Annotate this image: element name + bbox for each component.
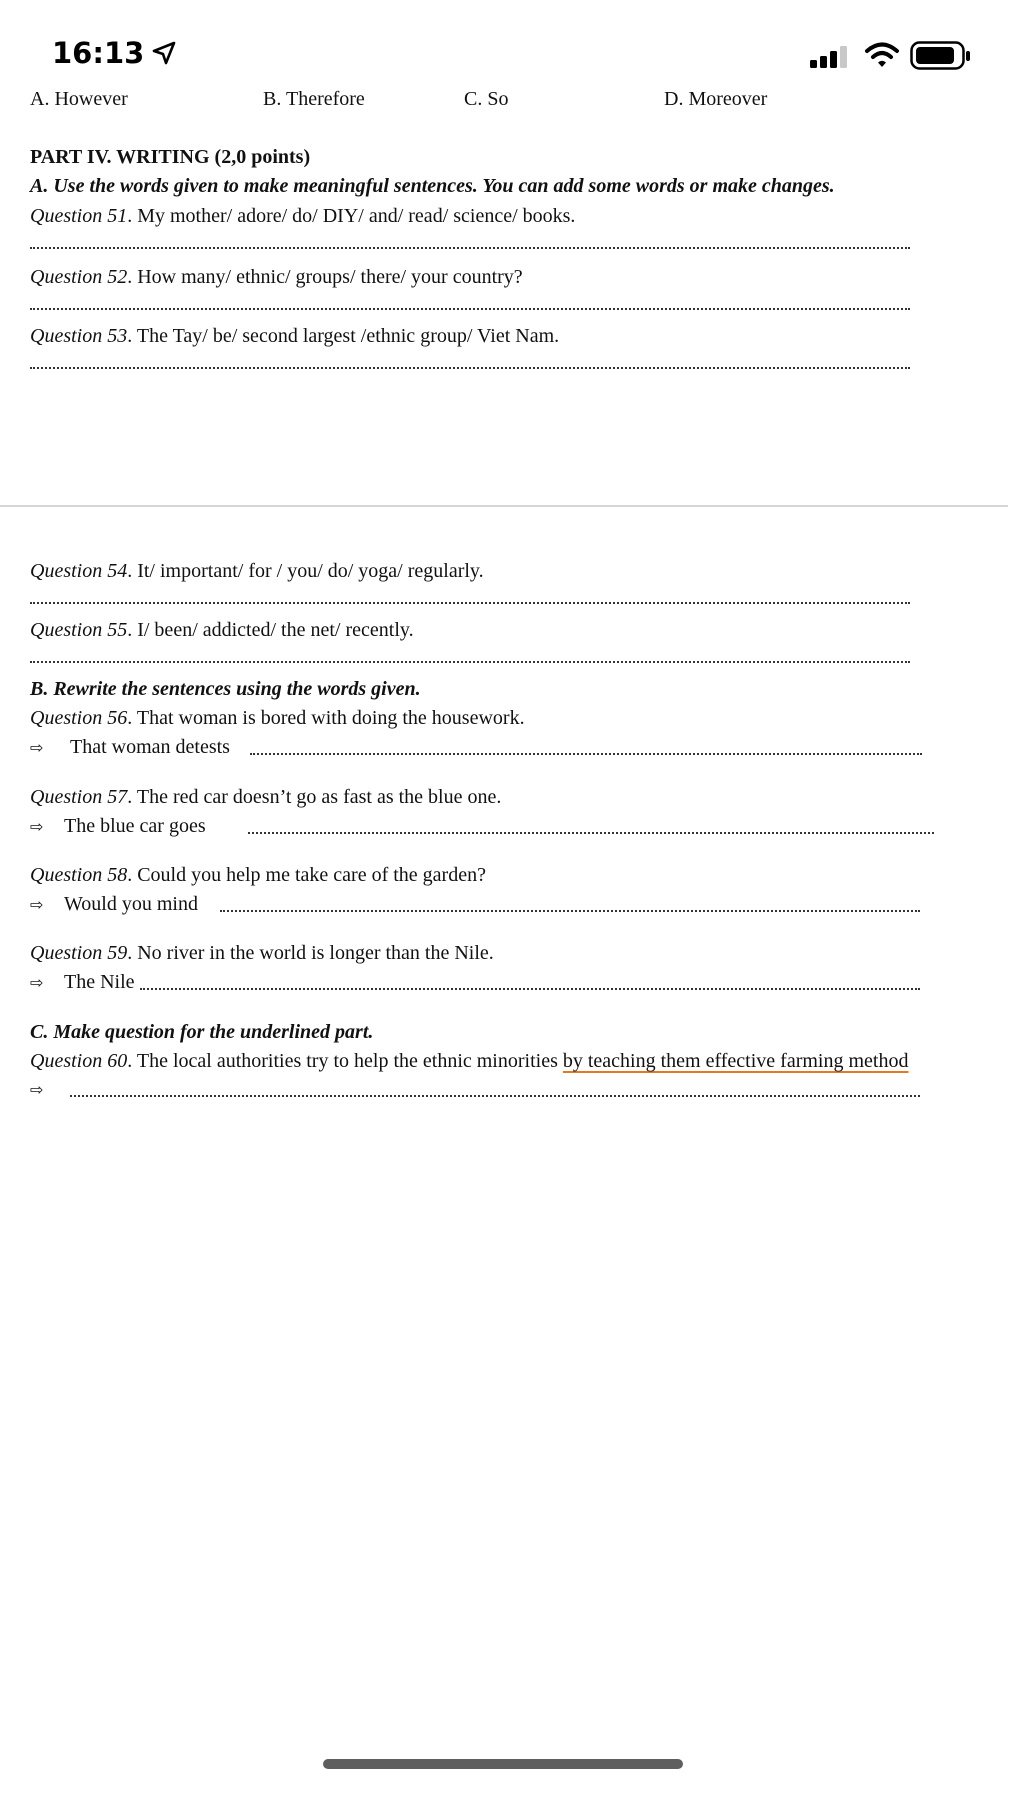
question-text: . Could you help me take care of the garden? xyxy=(127,864,486,886)
question-51 xyxy=(30,205,575,228)
answer-58 xyxy=(30,893,198,916)
question-label: Question 57 xyxy=(30,786,128,808)
question-52 xyxy=(30,266,523,289)
answer-56 xyxy=(30,736,230,759)
answer-line-54[interactable] xyxy=(30,602,910,604)
answer-start: The Nile xyxy=(64,971,135,993)
cellular-signal-icon xyxy=(810,45,856,69)
question-text: . My mother/ adore/ do/ DIY/ and/ read/ science/ books. xyxy=(127,205,576,227)
question-59 xyxy=(30,942,494,965)
arrow-icon: ⇨ xyxy=(30,1080,44,1099)
question-57 xyxy=(30,786,501,809)
question-56 xyxy=(30,707,525,730)
answer-line-52[interactable] xyxy=(30,308,910,310)
answer-line-58[interactable] xyxy=(220,910,920,912)
question-label: Question 52 xyxy=(30,266,128,288)
status-bar xyxy=(0,0,1024,80)
status-time: 16:13 xyxy=(52,36,145,70)
section-c-heading: C. Make question for the underlined part. xyxy=(30,1021,374,1043)
question-text: . That woman is bored with doing the housework. xyxy=(127,707,525,729)
wifi-icon xyxy=(864,41,900,69)
question-label: Question 54 xyxy=(30,560,128,582)
option-b: B. Therefore xyxy=(263,88,365,110)
underlined-part: by teaching them effective farming method xyxy=(562,1050,909,1072)
page-divider xyxy=(0,505,1008,507)
option-d: D. Moreover xyxy=(664,88,768,110)
answer-line-55[interactable] xyxy=(30,661,910,663)
home-indicator[interactable] xyxy=(323,1759,683,1769)
question-55 xyxy=(30,619,414,642)
answer-59 xyxy=(30,971,135,994)
question-53 xyxy=(30,325,559,348)
question-label: Question 56 xyxy=(30,707,128,729)
question-label: Question 58 xyxy=(30,864,128,886)
section-a-heading: A. Use the words given to make meaningful sentences. You can add some words or make changes. xyxy=(30,175,835,197)
question-label: Question 60 xyxy=(30,1050,128,1072)
answer-line-59[interactable] xyxy=(140,988,920,990)
answer-60 xyxy=(30,1078,64,1101)
arrow-icon: ⇨ xyxy=(30,817,44,836)
question-label: Question 51 xyxy=(30,205,128,227)
question-text: . No river in the world is longer than the Nile. xyxy=(127,942,494,964)
answer-start: That woman detests xyxy=(70,736,230,758)
question-text: . I/ been/ addicted/ the net/ recently. xyxy=(127,619,414,641)
option-c: C. So xyxy=(464,88,509,110)
question-label: Question 55 xyxy=(30,619,128,641)
answer-line-57[interactable] xyxy=(248,832,934,834)
answer-line-51[interactable] xyxy=(30,247,910,249)
question-label: Question 53 xyxy=(30,325,128,347)
arrow-icon: ⇨ xyxy=(30,973,44,992)
question-60 xyxy=(30,1050,1024,1073)
question-58 xyxy=(30,864,486,887)
answer-options xyxy=(0,88,1024,114)
question-text: . The red car doesn’t go as fast as the blue one. xyxy=(127,786,502,808)
answer-57 xyxy=(30,815,206,838)
section-b-heading: B. Rewrite the sentences using the words given. xyxy=(30,678,421,700)
question-text: . The local authorities try to help the ethnic minorities xyxy=(127,1050,563,1072)
answer-start: The blue car goes xyxy=(64,815,206,837)
battery-icon xyxy=(910,41,972,71)
answer-line-56[interactable] xyxy=(250,753,922,755)
part-title: PART IV. WRITING (2,0 points) xyxy=(30,146,311,168)
location-arrow-icon xyxy=(152,41,176,65)
question-text: . The Tay/ be/ second largest /ethnic group/ Viet Nam. xyxy=(127,325,560,347)
answer-line-60[interactable] xyxy=(70,1095,920,1097)
question-text: . It/ important/ for / you/ do/ yoga/ regularly. xyxy=(127,560,484,582)
arrow-icon: ⇨ xyxy=(30,895,44,914)
question-label: Question 59 xyxy=(30,942,128,964)
question-text: . How many/ ethnic/ groups/ there/ your country? xyxy=(127,266,523,288)
answer-start: Would you mind xyxy=(64,893,198,915)
option-a: A. However xyxy=(30,88,128,110)
arrow-icon: ⇨ xyxy=(30,738,44,757)
answer-line-53[interactable] xyxy=(30,367,910,369)
question-54 xyxy=(30,560,484,583)
